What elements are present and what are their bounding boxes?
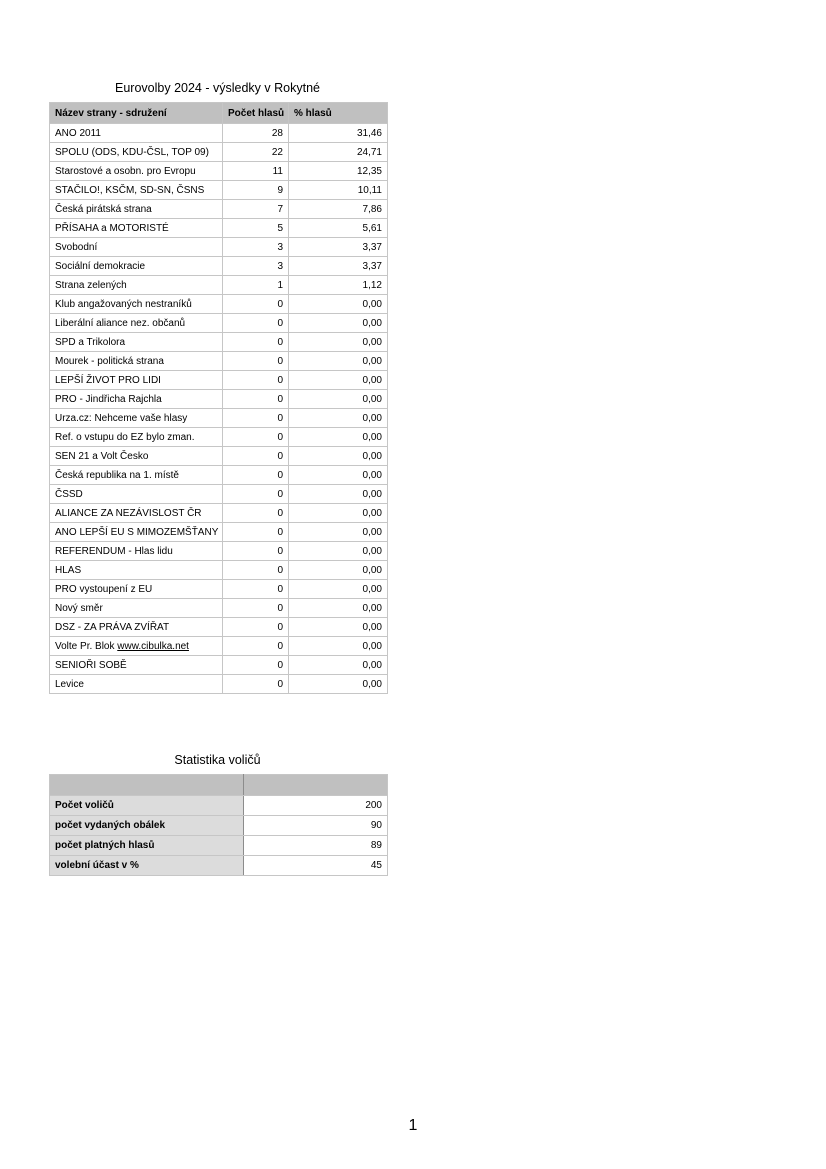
party-name: Strana zelených xyxy=(50,276,223,295)
vote-percent: 3,37 xyxy=(289,257,388,276)
party-name: PŘÍSAHA a MOTORISTÉ xyxy=(50,219,223,238)
vote-count: 3 xyxy=(223,257,289,276)
vote-count: 0 xyxy=(223,504,289,523)
vote-count: 9 xyxy=(223,181,289,200)
party-name: Mourek - politická strana xyxy=(50,352,223,371)
vote-count: 0 xyxy=(223,447,289,466)
vote-percent: 0,00 xyxy=(289,580,388,599)
party-name: Česká pirátská strana xyxy=(50,200,223,219)
table-row xyxy=(50,796,388,816)
party-name: SPD a Trikolora xyxy=(50,333,223,352)
stat-label: volební účast v % xyxy=(50,856,244,876)
table-row xyxy=(50,200,388,219)
party-name: Nový směr xyxy=(50,599,223,618)
vote-percent: 24,71 xyxy=(289,143,388,162)
table-row xyxy=(50,295,388,314)
party-name: Urza.cz: Nehceme vaše hlasy xyxy=(50,409,223,428)
table-row xyxy=(50,856,388,876)
vote-percent: 3,37 xyxy=(289,238,388,257)
vote-count: 0 xyxy=(223,618,289,637)
table-row xyxy=(50,314,388,333)
stat-value: 90 xyxy=(244,816,388,836)
party-name: REFERENDUM - Hlas lidu xyxy=(50,542,223,561)
party-name: Liberální aliance nez. občanů xyxy=(50,314,223,333)
party-name: PRO - Jindřicha Rajchla xyxy=(50,390,223,409)
vote-count: 0 xyxy=(223,523,289,542)
vote-count: 28 xyxy=(223,124,289,143)
party-name: Sociální demokracie xyxy=(50,257,223,276)
table-row xyxy=(50,333,388,352)
party-name: ANO LEPŠÍ EU S MIMOZEMŠŤANY xyxy=(50,523,223,542)
table-row xyxy=(50,447,388,466)
table-row xyxy=(50,523,388,542)
party-name: PRO vystoupení z EU xyxy=(50,580,223,599)
table-row xyxy=(50,637,388,656)
results-table xyxy=(49,102,388,694)
vote-percent: 0,00 xyxy=(289,637,388,656)
vote-count: 7 xyxy=(223,200,289,219)
table-row xyxy=(50,238,388,257)
vote-percent: 0,00 xyxy=(289,542,388,561)
vote-percent: 5,61 xyxy=(289,219,388,238)
vote-percent: 31,46 xyxy=(289,124,388,143)
vote-count: 0 xyxy=(223,675,289,694)
table-row xyxy=(50,409,388,428)
vote-percent: 0,00 xyxy=(289,295,388,314)
party-name: Klub angažovaných nestraníků xyxy=(50,295,223,314)
vote-count: 5 xyxy=(223,219,289,238)
vote-percent: 0,00 xyxy=(289,409,388,428)
vote-count: 0 xyxy=(223,295,289,314)
vote-count: 0 xyxy=(223,314,289,333)
vote-count: 0 xyxy=(223,637,289,656)
table-row xyxy=(50,371,388,390)
vote-count: 11 xyxy=(223,162,289,181)
vote-percent: 0,00 xyxy=(289,371,388,390)
table-row xyxy=(50,257,388,276)
vote-percent: 10,11 xyxy=(289,181,388,200)
vote-percent: 0,00 xyxy=(289,599,388,618)
voter-stats-table xyxy=(49,774,388,876)
vote-count: 0 xyxy=(223,390,289,409)
vote-count: 3 xyxy=(223,238,289,257)
table-row xyxy=(50,675,388,694)
vote-percent: 0,00 xyxy=(289,466,388,485)
party-name: LEPŠÍ ŽIVOT PRO LIDI xyxy=(50,371,223,390)
vote-count: 0 xyxy=(223,466,289,485)
vote-count: 0 xyxy=(223,333,289,352)
vote-percent: 0,00 xyxy=(289,504,388,523)
table-row xyxy=(50,181,388,200)
vote-count: 0 xyxy=(223,580,289,599)
table-row xyxy=(50,352,388,371)
vote-count: 0 xyxy=(223,542,289,561)
vote-percent: 0,00 xyxy=(289,314,388,333)
vote-percent: 0,00 xyxy=(289,333,388,352)
stats-table-caption: Statistika voličů xyxy=(174,753,261,767)
table-row xyxy=(50,276,388,295)
party-name: DSZ - ZA PRÁVA ZVÍŘAT xyxy=(50,618,223,637)
vote-count: 0 xyxy=(223,485,289,504)
party-name: Česká republika na 1. místě xyxy=(50,466,223,485)
vote-count: 0 xyxy=(223,352,289,371)
party-name: Svobodní xyxy=(50,238,223,257)
table-row xyxy=(50,504,388,523)
party-name: SPOLU (ODS, KDU-ČSL, TOP 09) xyxy=(50,143,223,162)
table-row xyxy=(50,836,388,856)
vote-percent: 0,00 xyxy=(289,390,388,409)
vote-count: 0 xyxy=(223,428,289,447)
stat-label: počet platných hlasů xyxy=(50,836,244,856)
vote-percent: 0,00 xyxy=(289,523,388,542)
vote-count: 22 xyxy=(223,143,289,162)
party-name: SENIOŘI SOBĚ xyxy=(50,656,223,675)
party-name: HLAS xyxy=(50,561,223,580)
vote-percent: 0,00 xyxy=(289,447,388,466)
header-vote-count: Počet hlasů xyxy=(223,103,289,124)
table-row xyxy=(50,124,388,143)
table-row xyxy=(50,219,388,238)
vote-count: 0 xyxy=(223,656,289,675)
header-vote-percent: % hlasů xyxy=(289,103,388,124)
table-row xyxy=(50,390,388,409)
vote-count: 1 xyxy=(223,276,289,295)
party-name xyxy=(50,637,223,656)
vote-percent: 1,12 xyxy=(289,276,388,295)
table-row xyxy=(50,162,388,181)
vote-percent: 0,00 xyxy=(289,485,388,504)
table-row xyxy=(50,143,388,162)
page-number: 1 xyxy=(408,1117,418,1134)
party-name-prefix: Volte Pr. Blok xyxy=(55,640,118,652)
party-name: Levice xyxy=(50,675,223,694)
vote-percent: 0,00 xyxy=(289,428,388,447)
stat-label: Počet voličů xyxy=(50,796,244,816)
header-party-name: Název strany - sdružení xyxy=(50,103,223,124)
table-row xyxy=(50,485,388,504)
cibulka-link[interactable]: www.cibulka.net xyxy=(117,640,189,652)
vote-percent: 7,86 xyxy=(289,200,388,219)
vote-percent: 0,00 xyxy=(289,352,388,371)
vote-percent: 0,00 xyxy=(289,561,388,580)
table-row xyxy=(50,561,388,580)
party-name: Starostové a osobn. pro Evropu xyxy=(50,162,223,181)
stat-value: 89 xyxy=(244,836,388,856)
vote-count: 0 xyxy=(223,371,289,390)
stats-header-row xyxy=(50,775,388,796)
party-name: ČSSD xyxy=(50,485,223,504)
party-name: ALIANCE ZA NEZÁVISLOST ČR xyxy=(50,504,223,523)
stats-header-label xyxy=(50,775,244,796)
party-name: Ref. o vstupu do EZ bylo zman. xyxy=(50,428,223,447)
vote-count: 0 xyxy=(223,561,289,580)
vote-percent: 0,00 xyxy=(289,618,388,637)
table-row xyxy=(50,542,388,561)
stat-value: 45 xyxy=(244,856,388,876)
table-row xyxy=(50,618,388,637)
results-header-row xyxy=(50,103,388,124)
vote-count: 0 xyxy=(223,599,289,618)
vote-percent: 12,35 xyxy=(289,162,388,181)
vote-percent: 0,00 xyxy=(289,656,388,675)
vote-percent: 0,00 xyxy=(289,675,388,694)
table-row xyxy=(50,656,388,675)
party-name: STAČILO!, KSČM, SD-SN, ČSNS xyxy=(50,181,223,200)
results-table-caption: Eurovolby 2024 - výsledky v Rokytné xyxy=(115,81,320,95)
table-row xyxy=(50,816,388,836)
table-row xyxy=(50,580,388,599)
table-row xyxy=(50,466,388,485)
party-name: SEN 21 a Volt Česko xyxy=(50,447,223,466)
table-row xyxy=(50,599,388,618)
stat-label: počet vydaných obálek xyxy=(50,816,244,836)
stats-header-value xyxy=(244,775,388,796)
vote-count: 0 xyxy=(223,409,289,428)
stat-value: 200 xyxy=(244,796,388,816)
party-name: ANO 2011 xyxy=(50,124,223,143)
table-row xyxy=(50,428,388,447)
